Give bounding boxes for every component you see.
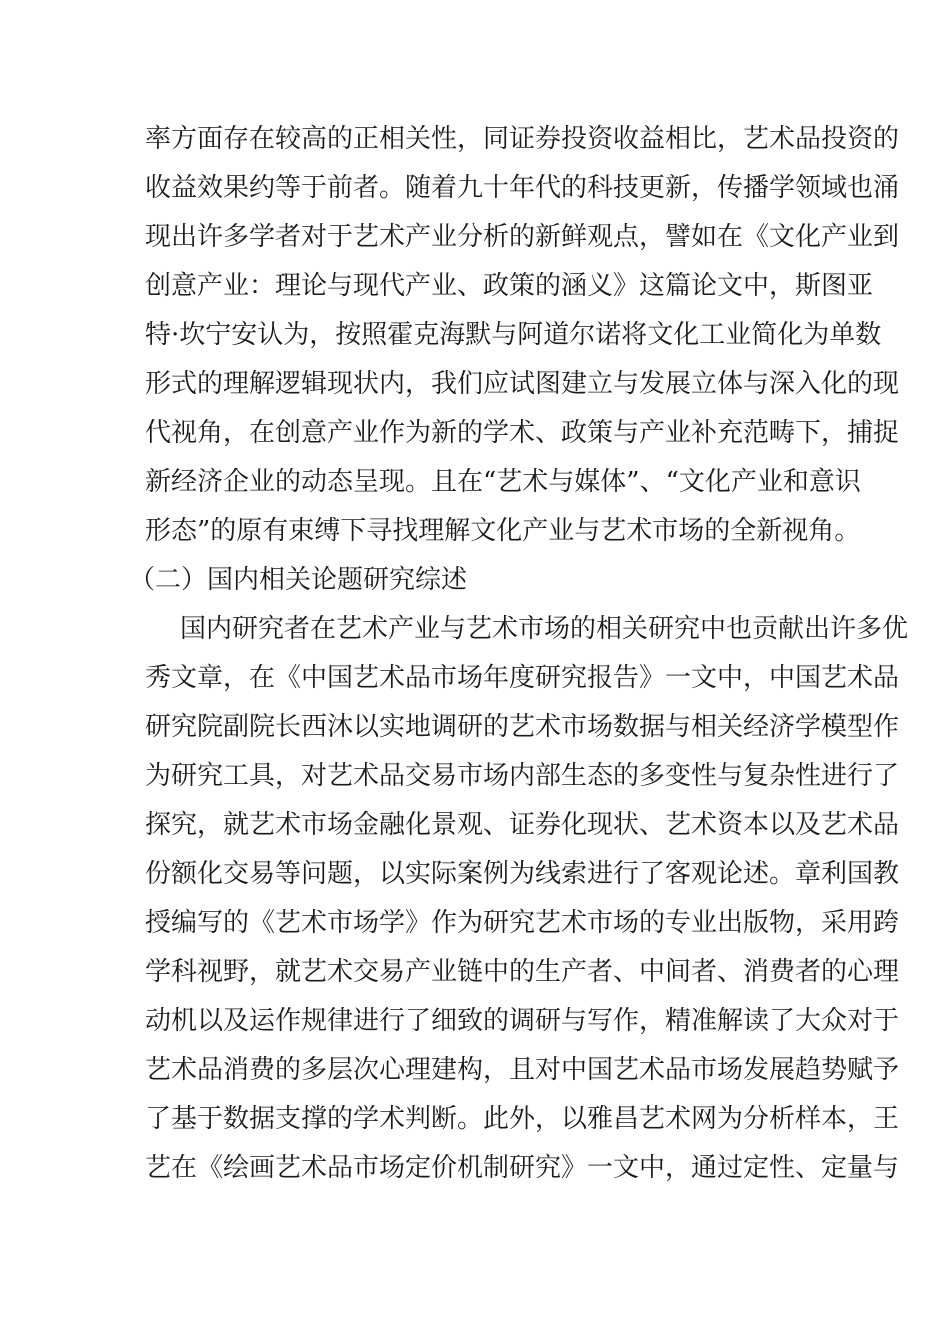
paragraph-line: 收益效果约等于前者。随着九十年代的科技更新，传播学领域也涌 xyxy=(145,173,900,203)
paragraph-line: 学科视野，就艺术交易产业链中的生产者、中间者、消费者的心理 xyxy=(145,957,900,987)
paragraph-line: 了基于数据支撑的学术判断。此外，以雅昌艺术网为分析样本，王 xyxy=(145,1104,900,1134)
paragraph-line: 艺术品消费的多层次心理建构，且对中国艺术品市场发展趋势赋予 xyxy=(145,1055,900,1085)
paragraph-line: 动机以及运作规律进行了细致的调研与写作，精准解读了大众对于 xyxy=(145,1006,900,1036)
paragraph-line: 率方面存在较高的正相关性，同证券投资收益相比，艺术品投资的 xyxy=(145,124,900,154)
paragraph-line: 现出许多学者对于艺术产业分析的新鲜观点，譬如在《文化产业到 xyxy=(145,222,900,252)
paragraph-line: 形态”的原有束缚下寻找理解文化产业与艺术市场的全新视角。 xyxy=(145,516,861,546)
paragraph-line: 为研究工具，对艺术品交易市场内部生态的多变性与复杂性进行了 xyxy=(145,761,900,791)
paragraph-line: 国内研究者在艺术产业与艺术市场的相关研究中也贡献出许多优 xyxy=(180,614,909,644)
section-heading: （二）国内相关论题研究综述 xyxy=(129,565,468,595)
paragraph-line: 艺在《绘画艺术品市场定价机制研究》一文中，通过定性、定量与 xyxy=(145,1153,900,1183)
paragraph-line: 研究院副院长西沐以实地调研的艺术市场数据与相关经济学模型作 xyxy=(145,712,900,742)
paragraph-line: 代视角，在创意产业作为新的学术、政策与产业补充范畴下，捕捉 xyxy=(145,418,900,448)
paragraph-line: 份额化交易等问题，以实际案例为线索进行了客观论述。章利国教 xyxy=(145,859,900,889)
paragraph-line: 秀文章，在《中国艺术品市场年度研究报告》一文中，中国艺术品 xyxy=(145,663,900,693)
paragraph-line: 创意产业：理论与现代产业、政策的涵义》这篇论文中，斯图亚 xyxy=(145,271,874,301)
paragraph-line: 形式的理解逻辑现状内，我们应试图建立与发展立体与深入化的现 xyxy=(145,369,900,399)
paragraph-line: 特·坎宁安认为，按照霍克海默与阿道尔诺将文化工业简化为单数 xyxy=(145,320,882,350)
paragraph-line: 新经济企业的动态呈现。且在“艺术与媒体”、“文化产业和意识 xyxy=(145,467,861,497)
paragraph-line: 授编写的《艺术市场学》作为研究艺术市场的专业出版物，采用跨 xyxy=(145,908,900,938)
paragraph-line: 探究，就艺术市场金融化景观、证券化现状、艺术资本以及艺术品 xyxy=(145,810,900,840)
